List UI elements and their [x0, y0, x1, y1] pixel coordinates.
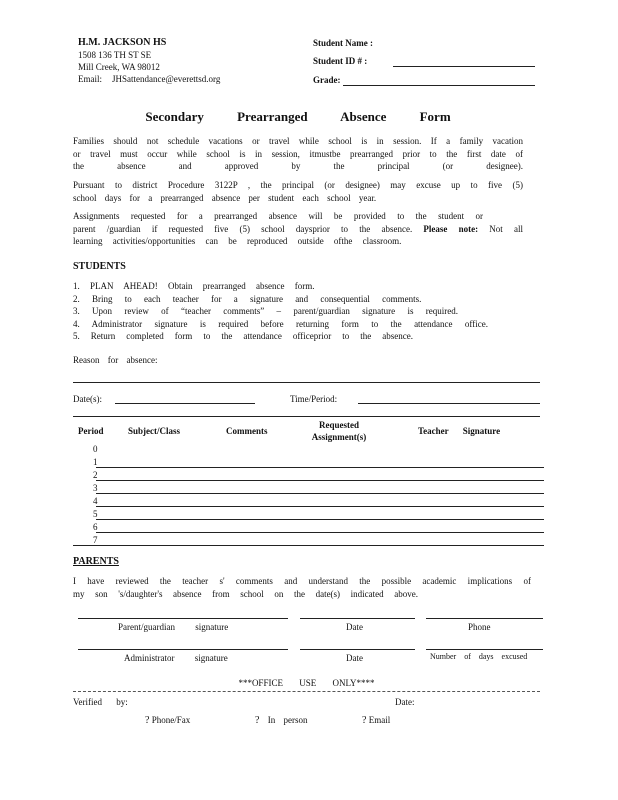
email-label: Email: — [78, 74, 102, 84]
please-note-label: Please note: — [423, 223, 479, 234]
intro-p3-line: learning activities/opportunities can be reproduced outside ofthe classroom. — [73, 236, 402, 246]
admin-date-field[interactable] — [300, 649, 415, 650]
checkbox-icon[interactable]: ? — [145, 715, 150, 726]
admin-signature-field[interactable] — [78, 649, 288, 650]
phone-label: Phone — [468, 622, 491, 632]
grade-field[interactable] — [343, 85, 535, 86]
period-number: 3 — [93, 483, 98, 493]
phone-field[interactable] — [426, 618, 543, 619]
intro-paragraph-2 — [73, 179, 523, 204]
period-number: 4 — [93, 496, 98, 506]
option-email[interactable] — [362, 715, 390, 726]
reason-label: Reason for absence: — [73, 355, 158, 365]
table-row-line — [96, 493, 544, 494]
office-use-heading: ***OFFICE USE ONLY**** — [238, 678, 375, 688]
school-name: H.M. JACKSON HS — [78, 37, 167, 48]
intro-p3-line — [73, 223, 523, 236]
time-period-label: Time/Period: — [290, 394, 338, 404]
col-header-subject: Subject/Class — [128, 426, 181, 436]
table-row-line — [96, 467, 544, 468]
table-row-line — [96, 519, 544, 520]
intro-paragraph-1 — [73, 135, 523, 173]
school-address-line1: 1508 136 TH ST SE — [78, 50, 152, 60]
col-header-teacher-signature: Teacher Signature — [418, 426, 501, 436]
intro-p3-text: parent /guardian if requested five (5) school daysprior to the absence. — [73, 223, 413, 234]
step-item: 5. Return completed form to the attendance officeprior to the absence. — [73, 331, 413, 341]
option-phone-fax[interactable] — [145, 715, 190, 726]
reason-field[interactable] — [73, 382, 540, 383]
parents-statement-line: I have reviewed the teacher s' comments and understand the possible academic implications of — [73, 576, 531, 586]
grade-label: Grade: — [313, 75, 341, 85]
time-period-field[interactable] — [358, 403, 540, 404]
school-address-line2: Mill Creek, WA 98012 — [78, 62, 160, 72]
admin-date-label: Date — [346, 653, 363, 663]
table-row-line — [96, 506, 544, 507]
parents-statement-line: my son 's/daughter's absence from school on the date(s) indicated above. — [73, 588, 418, 599]
table-row-line — [96, 532, 544, 533]
days-excused-label: Number of days excused — [430, 652, 528, 661]
intro-paragraph-3 — [73, 210, 523, 248]
step-item: 3. Upon review of “teacher comments” – parent/guardian signature is required. — [73, 306, 458, 316]
step-item: 1. PLAN AHEAD! Obtain prearranged absence form. — [73, 281, 315, 291]
parents-heading: PARENTS — [73, 556, 119, 567]
intro-p1-line: or travel must occur while school is in session, itmustbe prearranged prior to the first date of — [73, 148, 523, 159]
step-item: 2. Bring to each teacher for a signature and consequential comments. — [73, 293, 422, 304]
col-header-comments: Comments — [226, 426, 268, 436]
verified-by-label: Verified by: — [73, 697, 128, 707]
intro-p1-line: the absence and approved by the principal (or designee). — [73, 161, 523, 171]
students-steps — [73, 280, 513, 343]
period-number: 6 — [93, 522, 98, 532]
checkbox-icon[interactable]: ? — [255, 715, 260, 726]
intro-p1-line: Families should not schedule vacations or travel while school is in session. If a family vacation — [73, 136, 523, 146]
period-number: 7 — [93, 535, 98, 545]
parent-date-field[interactable] — [300, 618, 415, 619]
dates-label: Date(s): — [73, 394, 102, 404]
parent-signature-label: Parent/guardian signature — [118, 622, 229, 632]
table-row-line — [96, 480, 544, 481]
option-label: Email — [368, 715, 391, 725]
period-number: 2 — [93, 470, 98, 480]
days-excused-field[interactable] — [426, 649, 543, 650]
intro-p2-line: school days for a prearranged absence per student each school year. — [73, 192, 377, 203]
parent-signature-field[interactable] — [78, 618, 288, 619]
parent-date-label: Date — [346, 622, 363, 632]
option-label: In person — [267, 715, 308, 725]
office-date-label: Date: — [395, 697, 415, 707]
office-divider — [73, 691, 540, 692]
parents-statement — [73, 575, 531, 600]
table-bottom-border — [73, 545, 544, 546]
students-heading: STUDENTS — [73, 261, 126, 272]
dates-field[interactable] — [115, 403, 255, 404]
intro-p3-line: Assignments requested for a prearranged absence will be provided to the student or — [73, 211, 483, 221]
form-title: Secondary Prearranged Absence Form — [145, 109, 451, 124]
email-link[interactable]: JHSattendance@everettsd.org — [112, 74, 221, 84]
table-top-border — [73, 416, 540, 417]
option-label: Phone/Fax — [151, 715, 191, 725]
col-header-assignments: Requested Assignment(s) — [311, 420, 367, 442]
col-header-period: Period — [78, 426, 104, 436]
period-number: 1 — [93, 457, 98, 467]
period-number: 5 — [93, 509, 98, 519]
student-id-field[interactable] — [393, 66, 535, 67]
option-in-person[interactable] — [255, 715, 307, 726]
student-name-label: Student Name : — [313, 38, 373, 48]
intro-p2-line: Pursuant to district Procedure 3122P , the principal (or designee) may excuse up to five (5) — [73, 180, 523, 190]
admin-signature-label: Administrator signature — [124, 653, 228, 663]
checkbox-icon[interactable]: ? — [362, 715, 367, 726]
student-id-label: Student ID # : — [313, 56, 368, 66]
intro-p3-text-end: Not all — [489, 223, 523, 234]
step-item: 4. Administrator signature is required before returning form to the attendance office. — [73, 318, 488, 329]
period-number: 0 — [93, 444, 98, 454]
